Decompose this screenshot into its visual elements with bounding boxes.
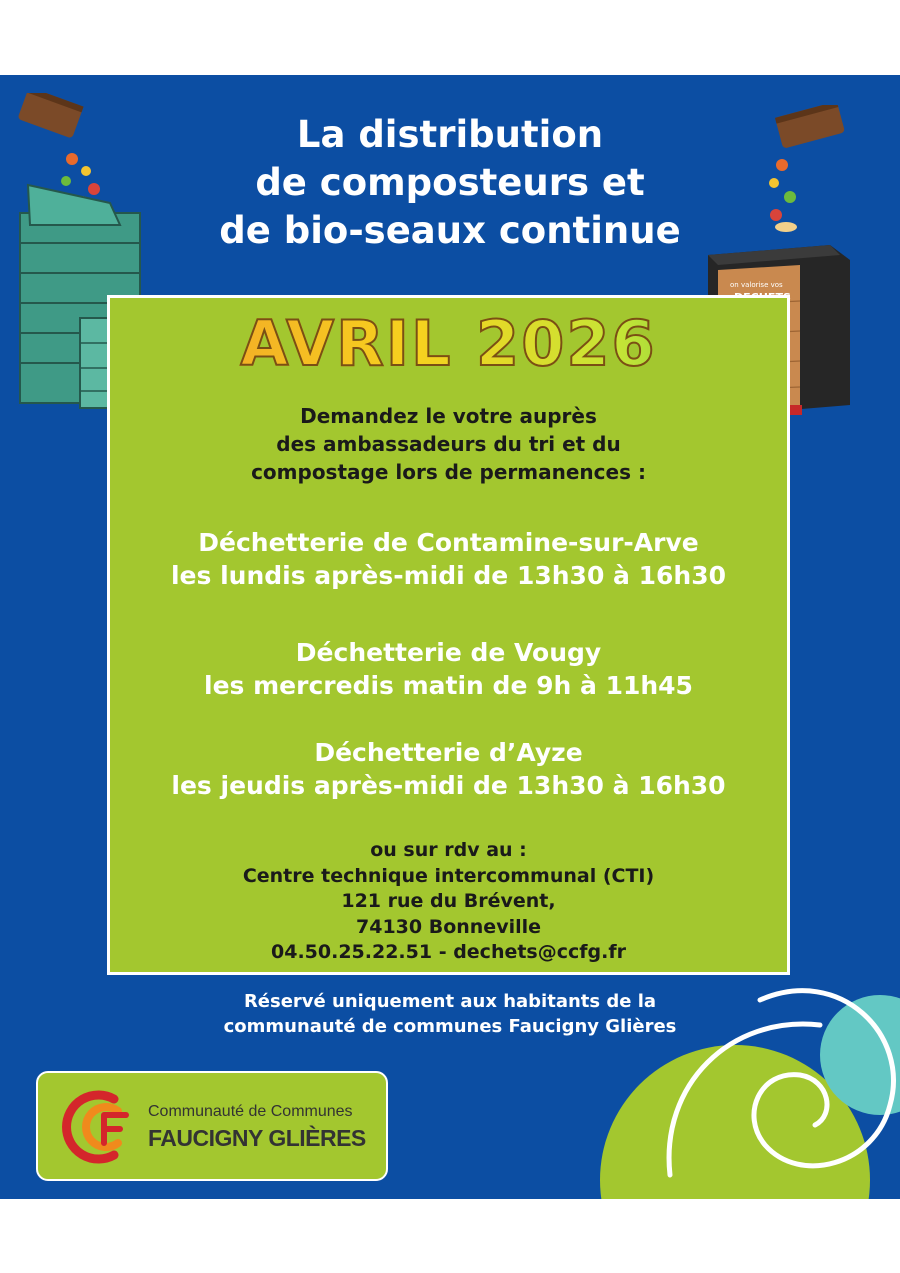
- contact-phone-email: 04.50.25.22.51 - dechets@ccfg.fr: [271, 941, 626, 963]
- page-title: [150, 111, 750, 255]
- intro-line: des ambassadeurs du tri et du: [276, 432, 621, 456]
- title-line: de bio-seaux continue: [219, 209, 681, 252]
- logo-subtitle: Communauté de Communes: [148, 1103, 353, 1120]
- svg-text:on valorise vos: on valorise vos: [730, 281, 783, 289]
- contact-line: ou sur rdv au :: [370, 839, 527, 861]
- location-schedule: les lundis après-midi de 13h30 à 16h30: [170, 561, 726, 590]
- contact-city: 74130 Bonneville: [356, 915, 541, 938]
- contact-line: Centre technique intercommunal (CTI): [242, 864, 655, 887]
- info-panel: [107, 295, 790, 975]
- location-schedule: les mercredis matin de 9h à 11h45: [204, 671, 693, 700]
- location-ayze: [110, 736, 787, 802]
- location-name: Déchetterie d’Ayze: [314, 738, 583, 767]
- poster: [0, 75, 900, 1199]
- ccfg-logo: [36, 1071, 388, 1181]
- location-name: Déchetterie de Vougy: [295, 638, 602, 667]
- intro-line: Demandez le votre auprès: [300, 404, 597, 428]
- title-line: La distribution: [296, 113, 604, 156]
- intro-line: compostage lors de permanences :: [251, 460, 646, 484]
- location-vougy: [110, 636, 787, 702]
- notice-line: Réservé uniquement aux habitants de la: [243, 991, 657, 1012]
- intro-text: [110, 402, 787, 486]
- location-name: Déchetterie de Contamine-sur-Arve: [198, 528, 699, 557]
- title-line: de composteurs et: [255, 161, 645, 204]
- residents-notice: [150, 989, 750, 1039]
- contact-info: [110, 838, 787, 966]
- location-schedule: les jeudis après-midi de 13h30 à 16h30: [171, 771, 726, 800]
- month-heading: AVRIL 2026: [110, 304, 787, 384]
- location-contamine: [110, 526, 787, 592]
- contact-address: 121 rue du Brévent,: [341, 890, 556, 912]
- notice-line: communauté de communes Faucigny Glières: [223, 1016, 677, 1037]
- logo-title: FAUCIGNY GLIÈRES: [148, 1125, 366, 1151]
- ccfg-logo-icon: [44, 1085, 140, 1169]
